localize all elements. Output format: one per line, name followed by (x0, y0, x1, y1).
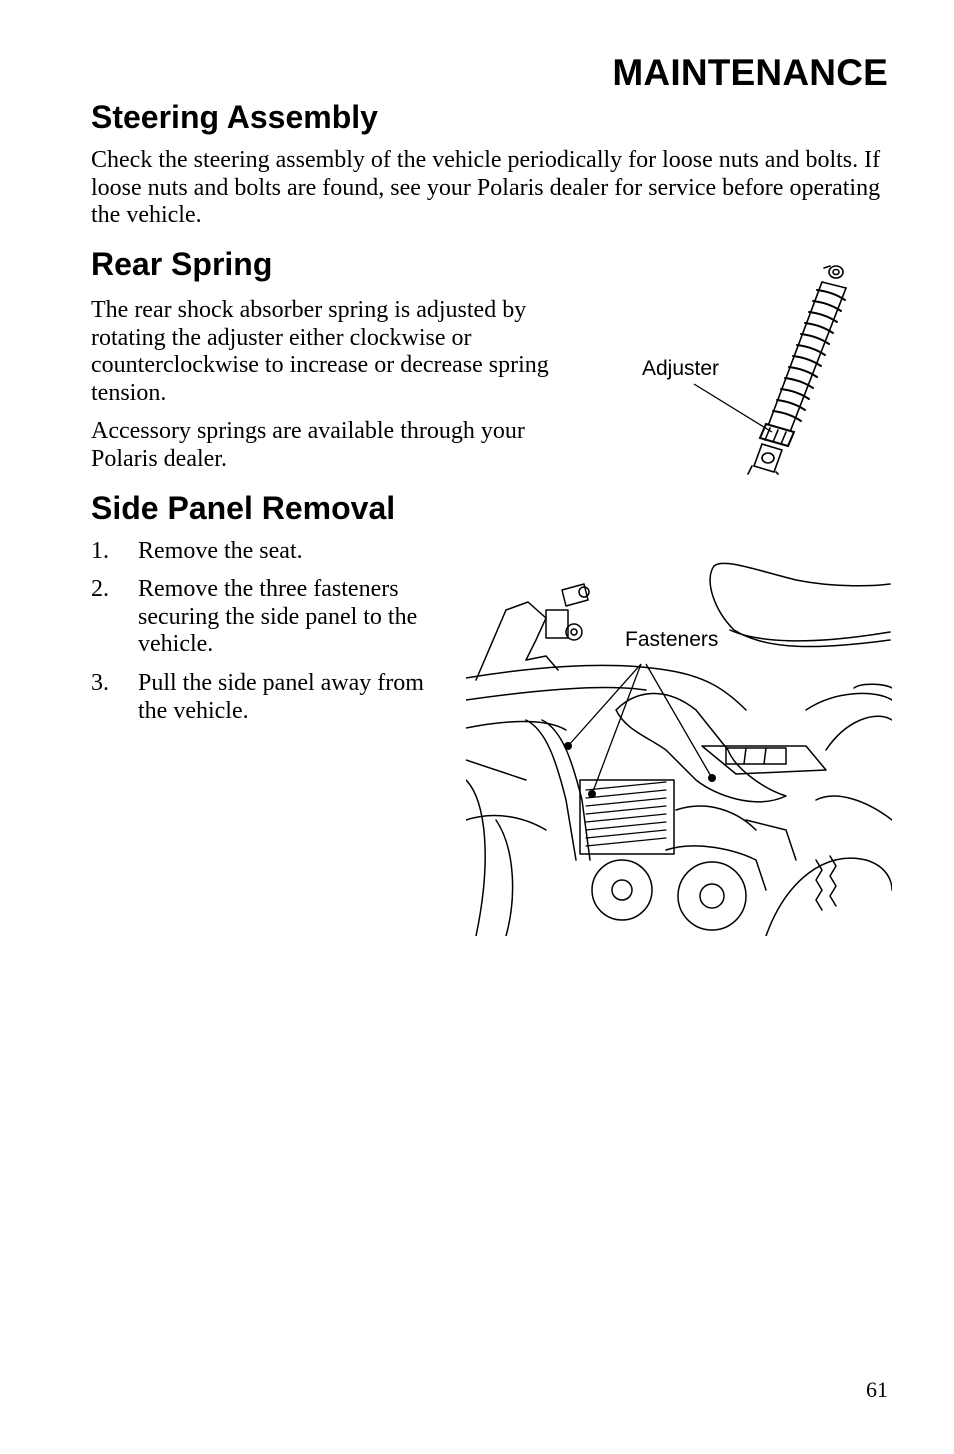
step-item (91, 576, 458, 659)
rear-spring-heading: Rear Spring (91, 246, 273, 282)
step-number: 2. (91, 576, 109, 602)
step-item (91, 538, 458, 566)
atv-side-panel-illustration (466, 560, 892, 936)
step-item (91, 670, 458, 725)
step-text: Remove the three fasteners securing the side panel to the vehicle. (138, 576, 418, 657)
steering-assembly-text: Check the steering assembly of the vehicle periodically for loose nuts and bolts. If loose nuts and bolts are found, see your Polaris dealer for service before operating the vehicle. (91, 147, 881, 228)
step-text: Pull the side panel away from the vehicle. (138, 670, 424, 724)
accessory-springs-text: Accessory springs are available through your Polaris dealer. (91, 418, 525, 472)
step-number: 3. (91, 670, 109, 696)
step-number: 1. (91, 538, 109, 564)
section-title: MAINTENANCE (612, 52, 888, 93)
adjuster-leader-line (690, 380, 780, 440)
rear-spring-text: The rear shock absorber spring is adjusted by rotating the adjuster either clockwise or counterclockwise to increase or decrease spring tension. (91, 297, 549, 406)
steering-assembly-heading: Steering Assembly (91, 99, 378, 135)
side-panel-removal-heading: Side Panel Removal (91, 490, 396, 526)
fasteners-callout-label: Fasteners (625, 628, 719, 651)
page-number: 61 (866, 1377, 888, 1402)
adjuster-callout-label: Adjuster (642, 357, 720, 380)
step-text: Remove the seat. (138, 538, 303, 564)
